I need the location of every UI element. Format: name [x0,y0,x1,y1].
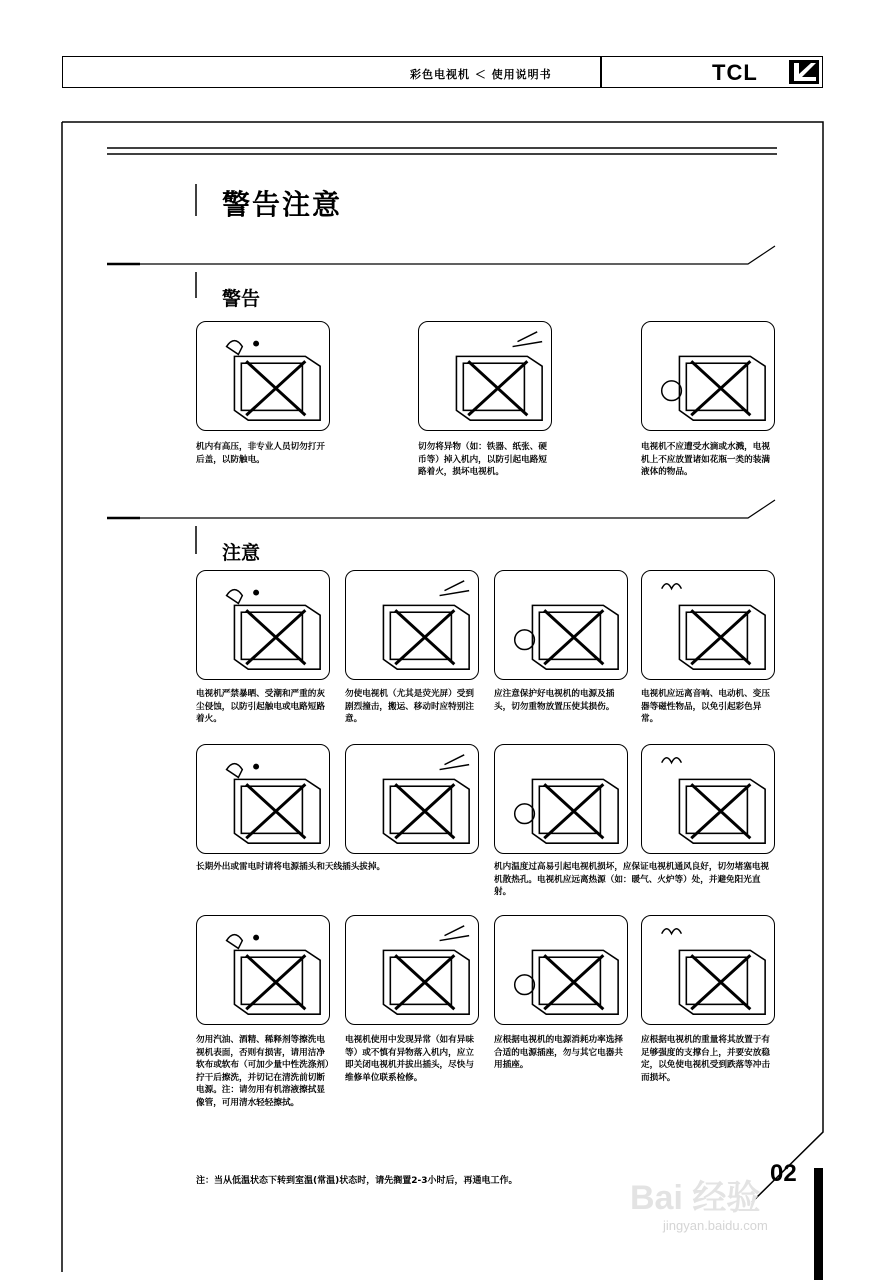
caption-text: 机内有高压，非专业人员切勿打开后盖，以防触电。 [196,442,325,465]
footnote: 注：当从低温状态下转到室温(常温)状态时，请先搁置2-3小时后，再通电工作。 [196,1176,518,1186]
watermark-logo: Bai 经验 [630,1179,761,1217]
caption-text: 机内温度过高易引起电视机损坏，应保证电视机通风良好，切勿堵塞电视机散热孔。电视机应远离热源（如：暖气、火炉等）处，并避免阳光直射。 [494,862,770,897]
caption-text: 电视机不应遭受水滴或水溅，电视机上不应放置诸如花瓶一类的装满液体的物品。 [641,442,770,477]
tcl-logo-icon [789,60,819,84]
caption-text: 切勿将异物（如：铁器、纸张、硬币等）掉入机内，以防引起电路短路着火，损坏电视机。 [418,442,547,477]
caption-text: 应根据电视机的电源消耗功率选择合适的电源插座，勿与其它电器共用插座。 [494,1035,623,1070]
tv-plug-icon [345,570,479,680]
caption-text: 电视机严禁暴晒、受潮和严重的灰尘侵蚀，以防引起触电或电路短路着火。 [196,689,325,724]
tv-back-cover-icon [196,321,330,431]
caption-text: 电视机应远离音响、电动机、变压器等磁性物品，以免引起彩色异常。 [641,689,770,724]
tv-speaker-magnet-icon [641,570,775,680]
tv-cleaning-icon [196,915,330,1025]
tv-foreign-object-icon [418,321,552,431]
caption-text: 长期外出或雷电时请将电源插头和天线插头拔掉。 [196,862,386,872]
tv-lightning-icon [345,744,479,854]
warning-section-title: 警告 [222,288,261,310]
page-title: 警告注意 [222,188,343,221]
tv-heater-icon [494,744,628,854]
caution-section-title: 注意 [222,542,261,564]
caption-text: 应根据电视机的重量将其放置于有足够强度的支撑台上，并要安放稳定，以免使电视机受到跌落等冲击而损坏。 [641,1035,770,1083]
caption-text: 应注意保护好电视机的电源及插头，切勿重物放置压使其损伤。 [494,689,615,712]
caption-text: 勿用汽油、酒精、稀释剂等擦洗电视机表面，否则有损害，请用洁净软布或软布（可加少量中性洗涤剂）拧干后擦洗，并切记在清洗前切断电源。注：请勿用有机溶液擦拭显像管，可用清水轻轻擦拭。 [196,1035,330,1108]
tv-overload-socket-icon [494,915,628,1025]
caption-text: 勿使电视机（尤其是荧光屏）受到剧烈撞击，搬运、移动时应特别注意。 [345,689,474,724]
right-edge-bar [814,1168,823,1280]
tv-smoke-icon [345,915,479,1025]
page-number: 02 [770,1160,797,1187]
tv-ventilation-icon [196,570,330,680]
header-divider [600,56,602,88]
tv-water-spray-icon [641,321,775,431]
tv-power-cord-icon [494,570,628,680]
header-title: 彩色电视机 ＜ 使用说明书 [410,68,552,81]
tv-sunlight-icon [641,744,775,854]
watermark-url: jingyan.baidu.com [663,1218,768,1233]
caption-text: 电视机使用中发现异常（如有异味等）或不慎有异物落入机内，应立即关闭电视机并拔出插头，尽快与维修单位联系检修。 [345,1035,474,1083]
brand-logo: TCL [712,60,758,85]
tv-long-absence-icon [196,744,330,854]
tv-stand-icon [641,915,775,1025]
